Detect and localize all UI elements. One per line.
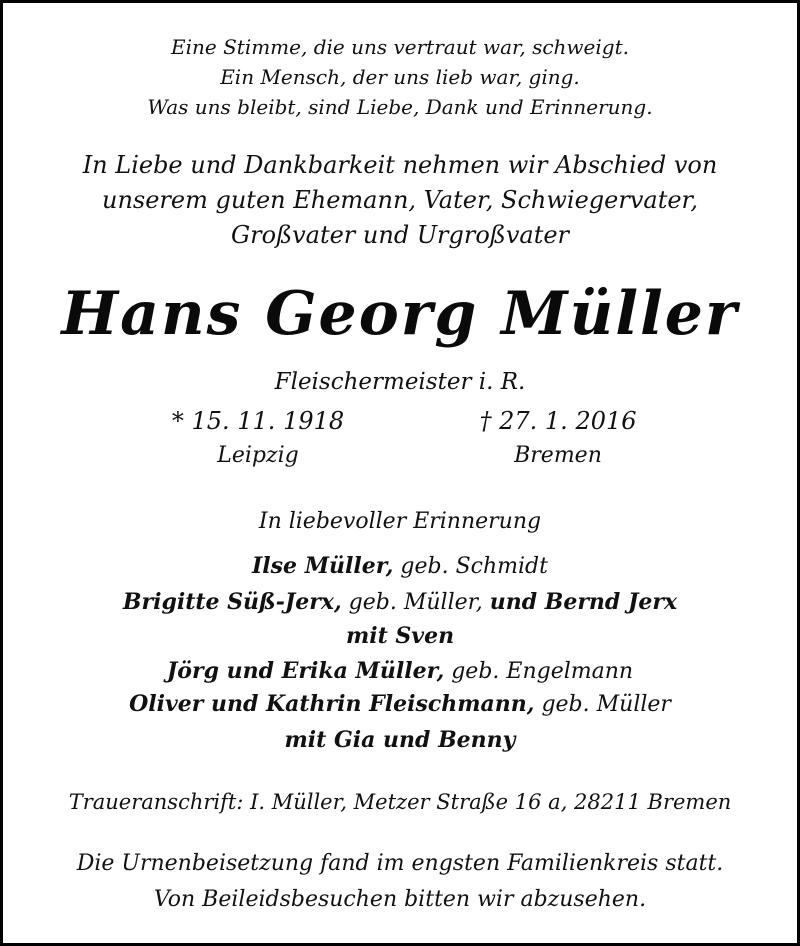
- mourners-heading: In liebevoller Erinnerung: [258, 509, 542, 534]
- intro-line-3: Großvater und Urgroßvater: [230, 221, 570, 249]
- mourner-maiden-name: geb. Müller: [534, 692, 671, 717]
- mourner-line-4: [3, 658, 797, 684]
- death-date: † 27. 1. 2016: [479, 407, 637, 435]
- mourner-line-1: [3, 553, 797, 579]
- deceased-name: Hans Georg Müller: [61, 279, 739, 349]
- mourning-address: Traueranschrift: I. Müller, Metzer Straße 16 a, 28211 Bremen: [68, 790, 732, 814]
- closing-line-2: Von Beileidsbesuchen bitten wir abzusehen.: [153, 887, 647, 912]
- mourner-name: Jörg und Erika Müller,: [166, 658, 445, 684]
- closing-line-1: Die Urnenbeisetzung fand im engsten Familienkreis statt.: [76, 851, 724, 876]
- mourner-line-6: [3, 727, 797, 753]
- birth-place: Leipzig: [217, 443, 299, 468]
- mourner-line-3: [3, 623, 797, 649]
- verse-line-2: Ein Mensch, der uns lieb war, ging.: [220, 65, 580, 89]
- mourner-name: Oliver und Kathrin Fleischmann,: [129, 691, 535, 717]
- mourner-line-2: [3, 589, 797, 615]
- verse-line-3: Was uns bleibt, sind Liebe, Dank und Erinnerung.: [147, 95, 653, 119]
- mourner-maiden-name: geb. Müller,: [341, 590, 490, 615]
- mourner-partner: und Bernd Jerx: [489, 589, 678, 615]
- birth-date: * 15. 11. 1918: [171, 407, 345, 435]
- intro-line-2: unserem guten Ehemann, Vater, Schwiegervater,: [101, 186, 699, 214]
- mourner-children: mit Gia und Benny: [284, 727, 516, 753]
- mourner-line-5: [3, 691, 797, 717]
- mourner-name: Ilse Müller,: [252, 553, 394, 579]
- mourner-child: mit Sven: [345, 623, 455, 649]
- intro-line-1: In Liebe und Dankbarkeit nehmen wir Abschied von: [82, 151, 718, 179]
- mourner-name: Brigitte Süß-Jerx,: [122, 589, 342, 615]
- mourner-maiden-name: geb. Schmidt: [393, 554, 548, 579]
- profession: Fleischermeister i. R.: [274, 369, 526, 395]
- verse-line-1: Eine Stimme, die uns vertraut war, schweigt.: [171, 35, 629, 59]
- mourner-maiden-name: geb. Engelmann: [444, 659, 634, 684]
- death-place: Bremen: [514, 443, 602, 468]
